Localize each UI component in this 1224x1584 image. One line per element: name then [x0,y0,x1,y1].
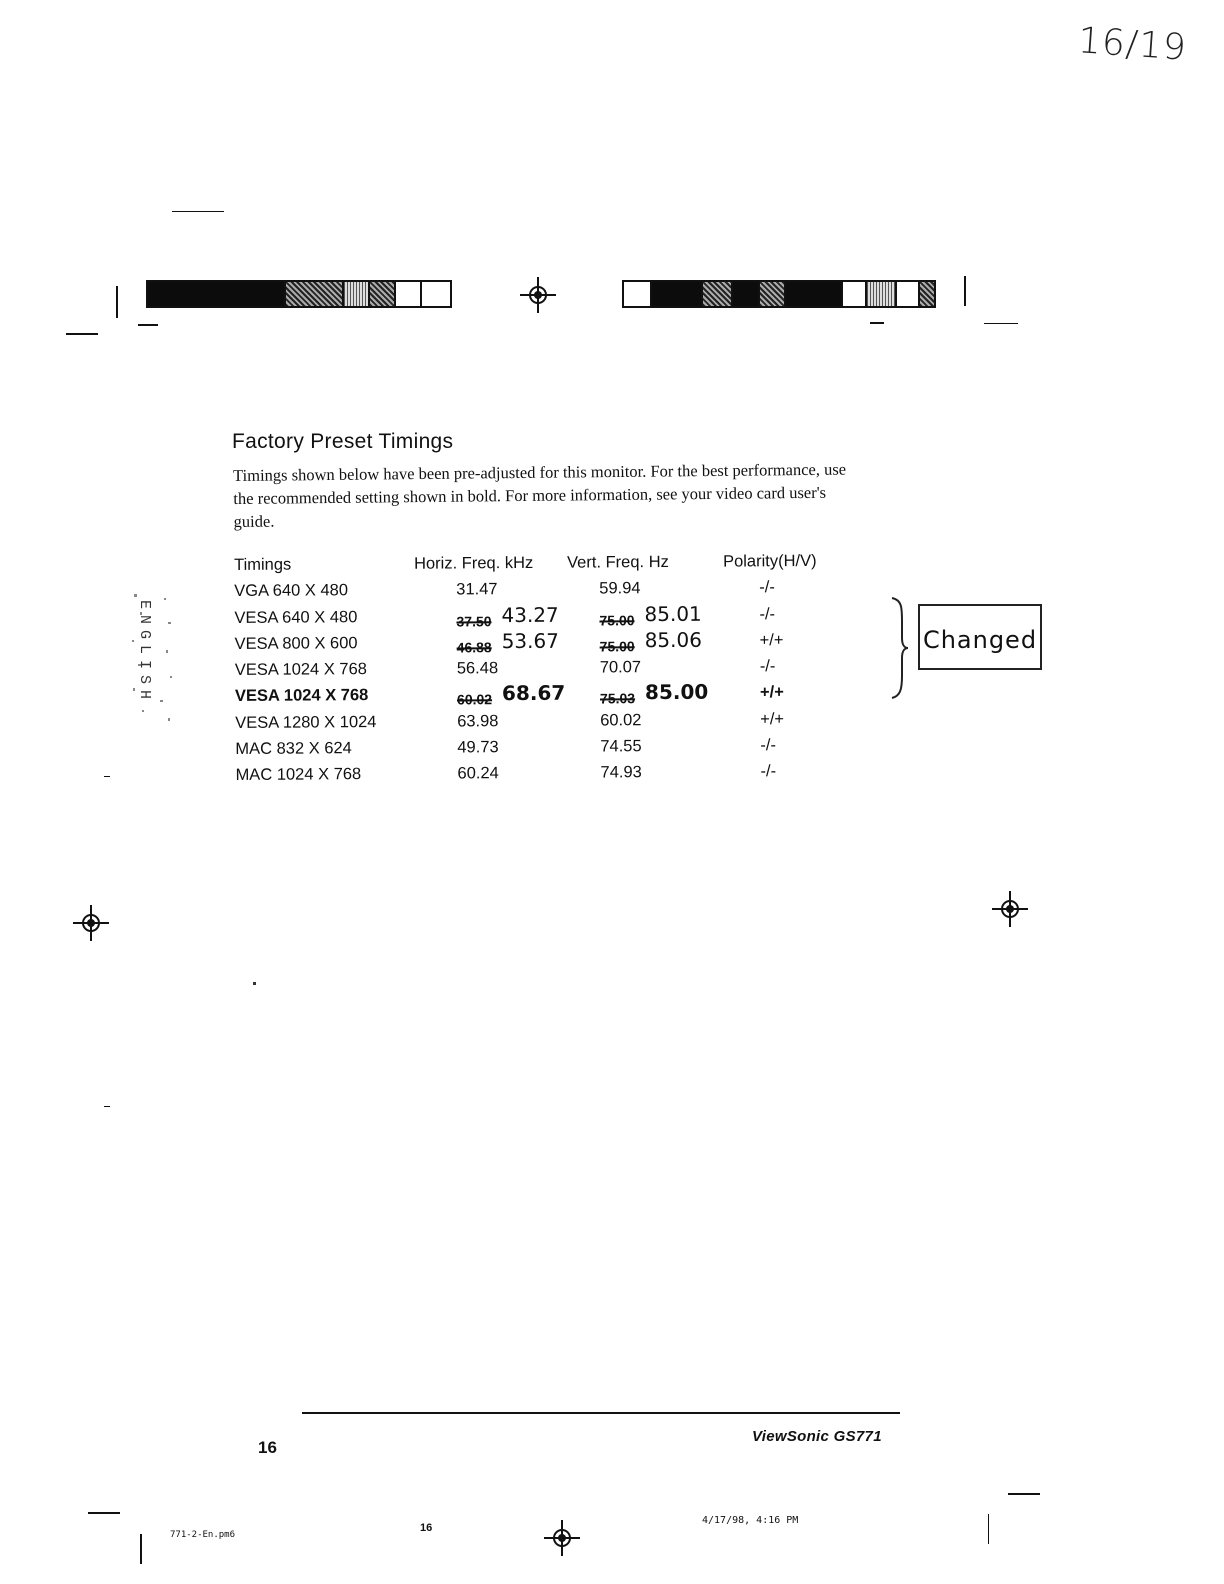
horiz-freq-cell [456,681,566,710]
crop-mark [138,324,158,326]
polarity-value: -/- [760,736,776,755]
header-polarity: Polarity(H/V) [722,551,817,571]
slug-date: 4/17/98, 4:16 PM [702,1515,799,1526]
intro-paragraph: Timings shown below have been pre-adjusted for this monitor. For the best performance, use the recommended setting shown in bold. For more information, see your video card user's guide. [233,459,847,531]
changed-annotation-label: Changed [922,626,1038,654]
vert-freq-value: 70.07 [599,658,642,677]
polarity-value: +/+ [759,631,784,650]
crop-mark [140,1534,142,1564]
timing-name: MAC 1024 X 768 [235,765,362,785]
section-title: Factory Preset Timings [232,430,454,453]
vert-freq-cell [599,627,702,657]
polarity-value: +/+ [759,683,784,702]
horiz-freq-cell [457,659,498,678]
horiz-freq-cell [456,602,559,631]
language-tab-label: ENGLISH [136,600,153,706]
crop-mark [870,322,884,324]
calibration-bar-right [622,280,936,308]
scan-mark [172,211,224,212]
vert-freq-handwritten-value: 85.01 [644,601,702,626]
footer-rule [302,1412,900,1414]
table-body [234,578,855,793]
footer-brand: ViewSonic GS771 [752,1428,882,1445]
vert-freq-value: 75.00 [599,611,635,629]
horiz-freq-value: 49.73 [457,738,499,757]
vert-freq-handwritten-value: 85.06 [644,627,702,653]
table-row [235,762,855,793]
horiz-freq-value: 37.50 [456,612,492,630]
horiz-freq-value: 60.24 [457,764,499,783]
timing-table [234,552,856,793]
horiz-freq-value: 46.88 [456,639,492,656]
vert-freq-value: 75.03 [599,690,636,707]
curly-brace-icon [888,596,912,700]
crop-mark [88,1512,120,1514]
vert-freq-handwritten-value: 85.00 [644,680,709,705]
vert-freq-cell [600,764,641,783]
crop-mark [66,333,98,335]
crosshair-registration-icon [71,903,111,943]
slug-filename: 771-2-En.pm6 [170,1530,236,1540]
horiz-freq-value: 56.48 [456,659,499,678]
vert-freq-cell [600,711,641,730]
polarity-value: -/- [759,657,776,676]
timing-name: VGA 640 X 480 [234,581,349,601]
horiz-freq-value: 60.02 [456,691,493,708]
horiz-freq-cell [456,628,559,658]
timing-name: VESA 640 X 480 [234,607,358,627]
vert-freq-value: 60.02 [600,710,642,730]
timing-name: VESA 800 X 600 [234,634,358,653]
horiz-freq-cell [456,580,497,599]
page-tag: 16/19 [1076,20,1189,69]
crosshair-registration-icon [518,275,558,315]
vert-freq-cell [600,737,641,756]
vert-freq-cell [599,579,640,598]
vert-freq-cell [599,601,702,630]
header-timings: Timings [234,555,292,574]
timing-name: VESA 1280 X 1024 [235,712,377,732]
horiz-freq-handwritten-value: 68.67 [501,681,566,706]
changed-annotation-box [918,604,1042,670]
timing-name: MAC 832 X 624 [235,739,352,759]
horiz-freq-value: 31.47 [456,580,498,599]
horiz-freq-cell [457,712,498,731]
scan-dust [253,982,256,985]
crop-mark [988,1514,989,1544]
polarity-value: -/- [760,762,777,781]
timing-name: VESA 1024 X 768 [234,686,369,706]
horiz-freq-value: 63.98 [457,711,499,731]
page-number: 16 [258,1438,277,1457]
polarity-value: +/+ [760,709,785,729]
calibration-bar-left [146,280,452,308]
crop-mark [116,286,118,318]
polarity-value: -/- [759,578,775,597]
horiz-freq-handwritten-value: 53.67 [501,628,559,654]
crosshair-registration-icon [542,1518,582,1558]
vert-freq-cell [599,680,709,709]
header-horiz-freq: Horiz. Freq. kHz [413,553,534,573]
crop-mark [984,323,1018,324]
crop-mark [964,276,966,306]
crop-mark [104,776,110,777]
vert-freq-cell [600,658,641,677]
vert-freq-value: 75.00 [599,638,635,655]
header-vert-freq: Vert. Freq. Hz [566,552,669,572]
timing-name: VESA 1024 X 768 [234,660,367,680]
vert-freq-value: 74.93 [600,763,642,782]
crop-mark [1008,1493,1040,1495]
crop-mark [104,1106,110,1107]
crosshair-registration-icon [990,889,1030,929]
vert-freq-value: 74.55 [600,737,642,756]
vert-freq-value: 59.94 [599,579,641,598]
polarity-value: -/- [759,604,776,623]
slug-page-number: 16 [420,1522,433,1534]
horiz-freq-cell [457,738,498,757]
horiz-freq-cell [457,765,498,784]
horiz-freq-handwritten-value: 43.27 [501,602,559,627]
